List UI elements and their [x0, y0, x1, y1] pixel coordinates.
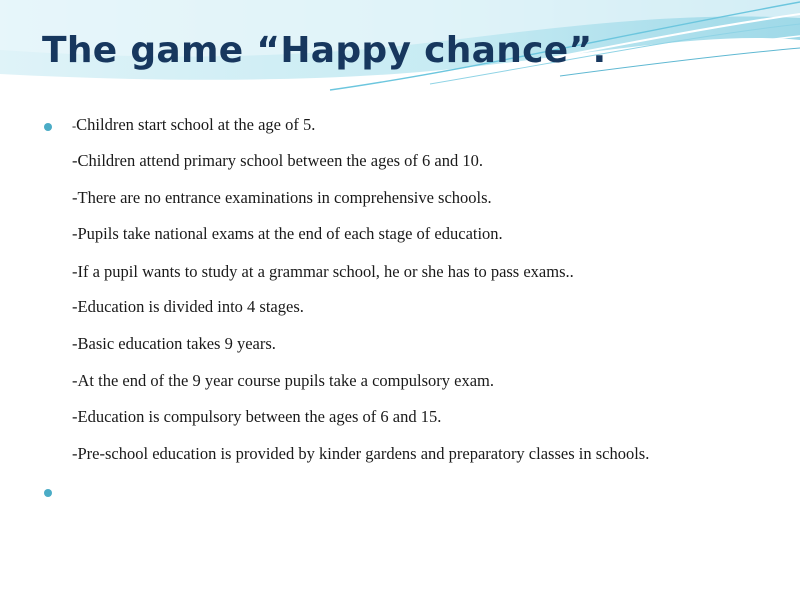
bullet-line: -There are no entrance examinations in comprehensive schools. [72, 188, 492, 207]
bullet-line: -Pupils take national exams at the end of each stage of education. [72, 224, 503, 243]
bullet-dot-icon [44, 123, 52, 131]
bullet-line: -Basic education takes 9 years. [72, 334, 276, 353]
bullet-line: -Education is compulsory between the ages of 6 and 15. [72, 407, 442, 426]
bullet-line: -If a pupil wants to study at a grammar school, he or she has to pass exams.. [72, 262, 574, 281]
bullet-line [72, 115, 315, 135]
bullet-line: -Children attend primary school between the ages of 6 and 10. [72, 151, 484, 170]
bullet-line: -At the end of the 9 year course pupils take a compulsory exam. [72, 371, 494, 390]
bullet-dot-icon [44, 489, 52, 497]
bullet-line: -Pre-school education is provided by kinder gardens and preparatory classes in schools. [72, 444, 650, 463]
slide-title: The game “Happy chance”. [42, 30, 607, 71]
bullet-line: -Education is divided into 4 stages. [72, 297, 304, 316]
line-text: Children start school at the age of 5. [76, 115, 316, 134]
line-dash: - [72, 119, 77, 133]
